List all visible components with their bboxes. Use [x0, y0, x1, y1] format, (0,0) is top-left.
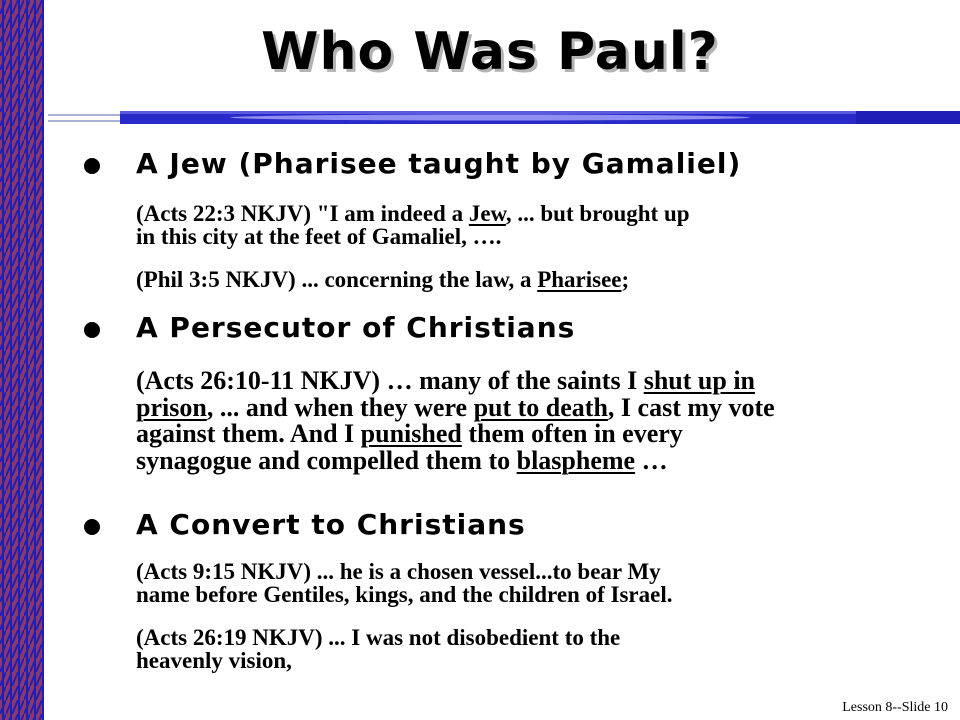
bullet-heading-convert: A Convert to Christians — [136, 508, 526, 541]
title-divider — [48, 108, 960, 128]
quote-text: , ... and when they were — [206, 392, 474, 422]
quote-text: (Phil 3:5 NKJV) ... concerning the law, a — [136, 267, 538, 292]
quote-line — [136, 445, 936, 475]
quote-text: name before Gentiles, kings, and the children of Israel. — [136, 582, 673, 608]
quote-line — [136, 202, 936, 225]
bullet-heading-jew: A Jew (Pharisee taught by Gamaliel) — [136, 147, 742, 180]
quote-text: (Acts 22:3 NKJV) "I am indeed a — [136, 201, 469, 226]
underlined-phrase: Jew — [468, 201, 506, 226]
quote-line — [136, 368, 936, 395]
quote-line — [136, 421, 936, 448]
quote-line — [136, 392, 936, 422]
bullet-dot — [84, 519, 100, 535]
bullet-dot — [84, 322, 100, 338]
underlined-phrase: put to death — [473, 392, 608, 422]
quote-text: , ... but brought up — [505, 201, 690, 226]
quote-line — [136, 583, 936, 606]
slide-number-footer: Lesson 8--Slide 10 — [842, 700, 948, 715]
quote-text: in this city at the feet of Gamaliel, …. — [136, 224, 502, 250]
quote-acts-22-3 — [136, 202, 936, 249]
underlined-phrase: prison — [136, 392, 207, 422]
bullet-heading-persecutor: A Persecutor of Christians — [136, 311, 576, 344]
quote-line — [136, 626, 936, 649]
quote-acts-9-15 — [136, 560, 936, 607]
quote-text: against them. And I — [136, 419, 361, 449]
quote-line — [136, 649, 936, 672]
underlined-phrase: Pharisee — [537, 267, 622, 292]
underlined-phrase: blaspheme — [516, 445, 636, 475]
quote-text: (Acts 26:10-11 NKJV) … many of the saints I — [136, 366, 644, 395]
underlined-phrase: punished — [360, 419, 462, 449]
quote-text: ; — [621, 267, 630, 292]
quote-text: synagogue and compelled them to — [136, 445, 517, 475]
underlined-phrase: shut up in — [643, 366, 756, 395]
slide-title: Who Was Paul? — [261, 22, 719, 82]
quote-text: … — [635, 445, 668, 475]
quote-text: heavenly vision, — [136, 648, 292, 674]
quote-text: them often in every — [461, 419, 683, 449]
quote-text: (Acts 26:19 NKJV) ... I was not disobedient to the — [136, 625, 621, 650]
quote-line — [136, 560, 936, 583]
decorative-border — [0, 0, 48, 720]
quote-text: , I cast my vote — [607, 392, 775, 422]
quote-text: (Acts 9:15 NKJV) ... he is a chosen vessel...to bear My — [136, 559, 661, 584]
quote-line — [136, 225, 936, 248]
quote-acts-26-19 — [136, 626, 936, 673]
quote-line — [136, 268, 936, 291]
bullet-dot — [84, 158, 100, 174]
quote-acts-26-10-11 — [136, 368, 936, 474]
quote-phil-3-5 — [136, 268, 936, 291]
